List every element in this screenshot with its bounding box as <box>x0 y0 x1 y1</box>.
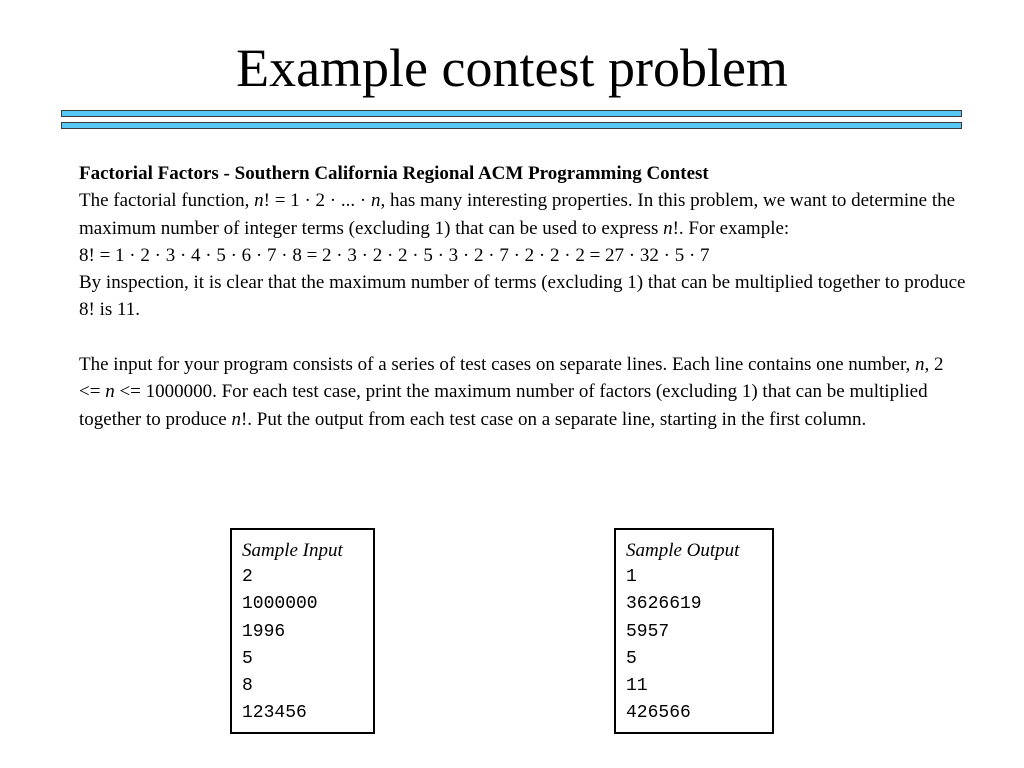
problem-statement <box>79 160 969 433</box>
factorial-example-line: 8! = 1 · 2 · 3 · 4 · 5 · 6 · 7 · 8 = 2 · 3 · 2 · 2 · 5 · 3 · 2 · 7 · 2 · 2 · 2 = 27 · 32 · 5 · 7 <box>79 244 710 266</box>
sample-input-line: 8 <box>242 676 253 697</box>
sample-output-line: 426566 <box>626 703 691 724</box>
problem-heading: Factorial Factors - Southern California Regional ACM Programming Contest <box>79 163 709 184</box>
input-output-paragraph: The input for your program consists of a series of test cases on separate lines. Each line contains one number, n, 2 <= n <= 1000000. For each test case, print the maximum number of factors (excluding 1) that can be multiplied together to produce n!. Put the output from each test case on a separate line, starting in the first column. <box>79 354 944 430</box>
sample-output-box <box>614 528 774 734</box>
sample-input-line: 1996 <box>242 621 286 642</box>
title-divider-top <box>61 110 962 117</box>
sample-input-line: 1000000 <box>242 594 318 615</box>
sample-output-line: 5 <box>626 648 637 669</box>
title-divider-bottom <box>61 122 962 129</box>
problem-intro-paragraph: The factorial function, n! = 1 · 2 · ... · n, has many interesting properties. In this problem, we want to determine the maximum number of integer terms (excluding 1) that can be used to express n!. For example: <box>79 190 956 239</box>
sample-input-box <box>230 528 375 734</box>
sample-input-line: 5 <box>242 648 253 669</box>
sample-output-line: 3626619 <box>626 594 702 615</box>
sample-output-line: 1 <box>626 567 637 587</box>
sample-input-line: 2 <box>242 567 253 587</box>
sample-output-line: 11 <box>626 676 648 697</box>
sample-output-label: Sample Output <box>626 540 740 561</box>
inspection-paragraph: By inspection, it is clear that the maximum number of terms (excluding 1) that can be multiplied together to produce 8! is 11. <box>79 272 966 321</box>
sample-output-lines <box>626 564 762 728</box>
sample-input-line: 123456 <box>242 703 307 724</box>
sample-input-lines <box>242 564 363 728</box>
sample-output-line: 5957 <box>626 621 670 642</box>
slide-title: Example contest problem <box>236 38 788 98</box>
sample-input-label: Sample Input <box>242 540 343 561</box>
paragraph-gap <box>79 324 969 351</box>
